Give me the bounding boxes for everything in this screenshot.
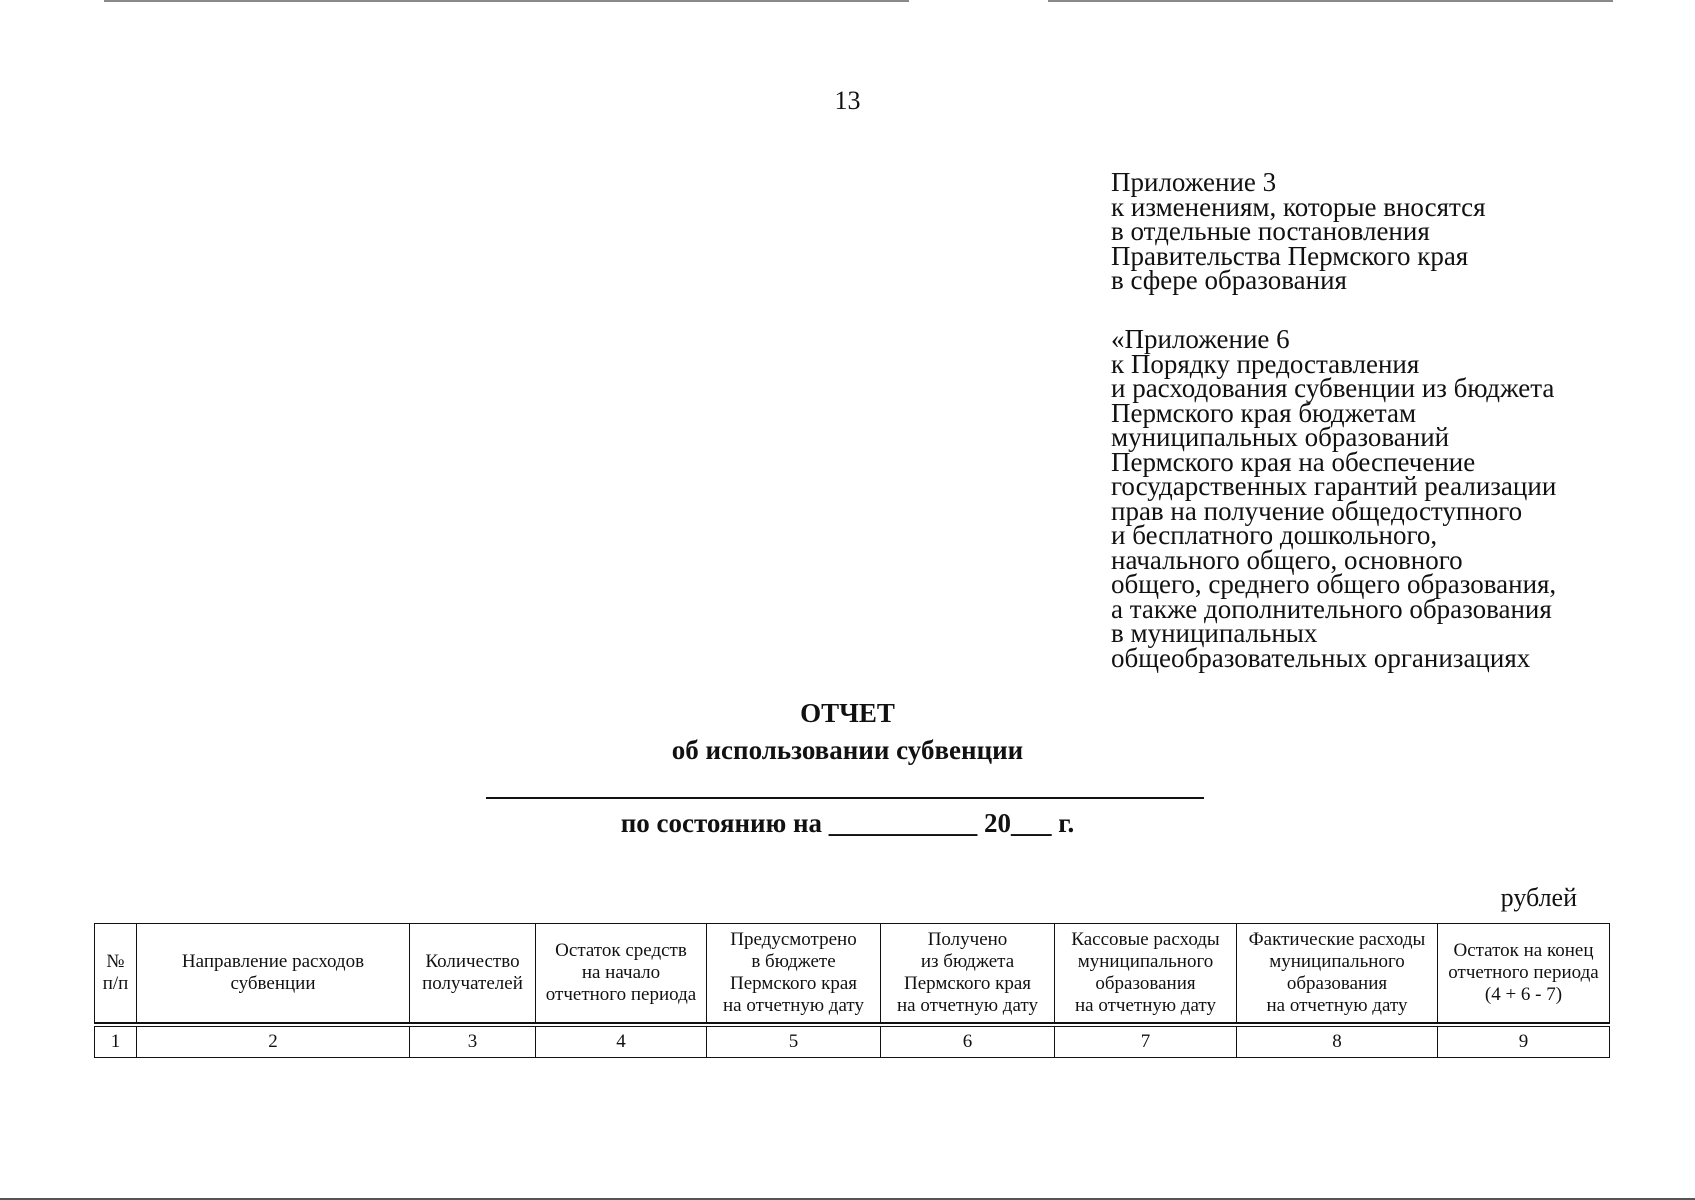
table-header-row [95,924,1610,1024]
appendix-3-line: Правительства Пермского края [1111,240,1469,271]
scan-edge-top-left [104,0,909,2]
column-header-direction: Направление расходов субвенции [137,924,410,1024]
appendix-6-line: государственных гарантий реализации [1111,471,1557,501]
appendix-6-line: «Приложение 6 [1111,324,1290,354]
appendix-6-line: Пермского края на обеспечение [1111,446,1476,477]
column-header-cash-expenses: Кассовые расходы муниципального образования на отчетную дату [1055,924,1237,1024]
municipality-blank-line [486,797,1204,799]
appendix-3-reference [1111,167,1591,295]
appendix-6-line: и бесплатного дошкольного, [1111,520,1438,550]
column-number-cell: 9 [1438,1027,1610,1058]
report-as-of-date: по состоянию на ___________ 20___ г. [620,808,1075,838]
page-number: 13 [834,86,861,115]
appendix-3-line: в сфере образования [1111,265,1347,295]
appendix-6-line: Пермского края бюджетам [1111,397,1417,428]
appendix-6-line: общего, среднего общего образования, [1111,569,1557,599]
column-header-recipients: Количество получателей [410,924,536,1024]
column-number-cell: 3 [410,1027,536,1058]
scan-edge-top-right [1048,0,1613,2]
column-header-number: № п/п [95,924,137,1024]
appendix-6-reference [1111,324,1591,673]
appendix-3-line: к изменениям, которые вносятся [1111,191,1486,222]
column-number-cell: 2 [137,1027,410,1058]
column-header-planned: Предусмотрено в бюджете Пермского края на отчетную дату [707,924,881,1024]
appendix-6-line: начального общего, основного [1111,544,1463,575]
column-number-cell: 8 [1237,1027,1438,1058]
column-header-opening-balance: Остаток средств на начало отчетного периода [536,924,707,1024]
column-number-cell: 5 [707,1027,881,1058]
column-number-cell: 4 [536,1027,707,1058]
column-number-cell: 6 [881,1027,1055,1058]
appendix-3-line: Приложение 3 [1111,167,1277,197]
column-header-actual-expenses: Фактические расходы муниципального образования на отчетную дату [1237,924,1438,1024]
column-header-received: Получено из бюджета Пермского края на отчетную дату [881,924,1055,1024]
appendix-6-line: общеобразовательных организациях [1111,642,1531,673]
appendix-6-line: и расходования субвенции из бюджета [1111,373,1555,403]
appendix-6-line: муниципальных образований [1111,422,1450,452]
appendix-6-line: прав на получение общедоступного [1111,495,1523,526]
appendix-3-line: в отдельные постановления [1111,216,1430,246]
appendix-6-line: в муниципальных [1111,618,1318,648]
appendix-6-line: а также дополнительного образования [1111,593,1552,624]
column-header-closing-balance: Остаток на конец отчетного периода (4 + 6 - 7) [1438,924,1610,1024]
appendix-6-line: к Порядку предоставления [1111,348,1420,379]
currency-units: рублей [1500,883,1577,912]
subvention-report-table [94,923,1610,1058]
column-number-cell: 1 [95,1027,137,1058]
column-number-cell: 7 [1055,1027,1237,1058]
report-subtitle: об использовании субвенции [671,735,1024,765]
report-title: ОТЧЕТ [800,698,895,728]
table-row [95,1027,1610,1058]
